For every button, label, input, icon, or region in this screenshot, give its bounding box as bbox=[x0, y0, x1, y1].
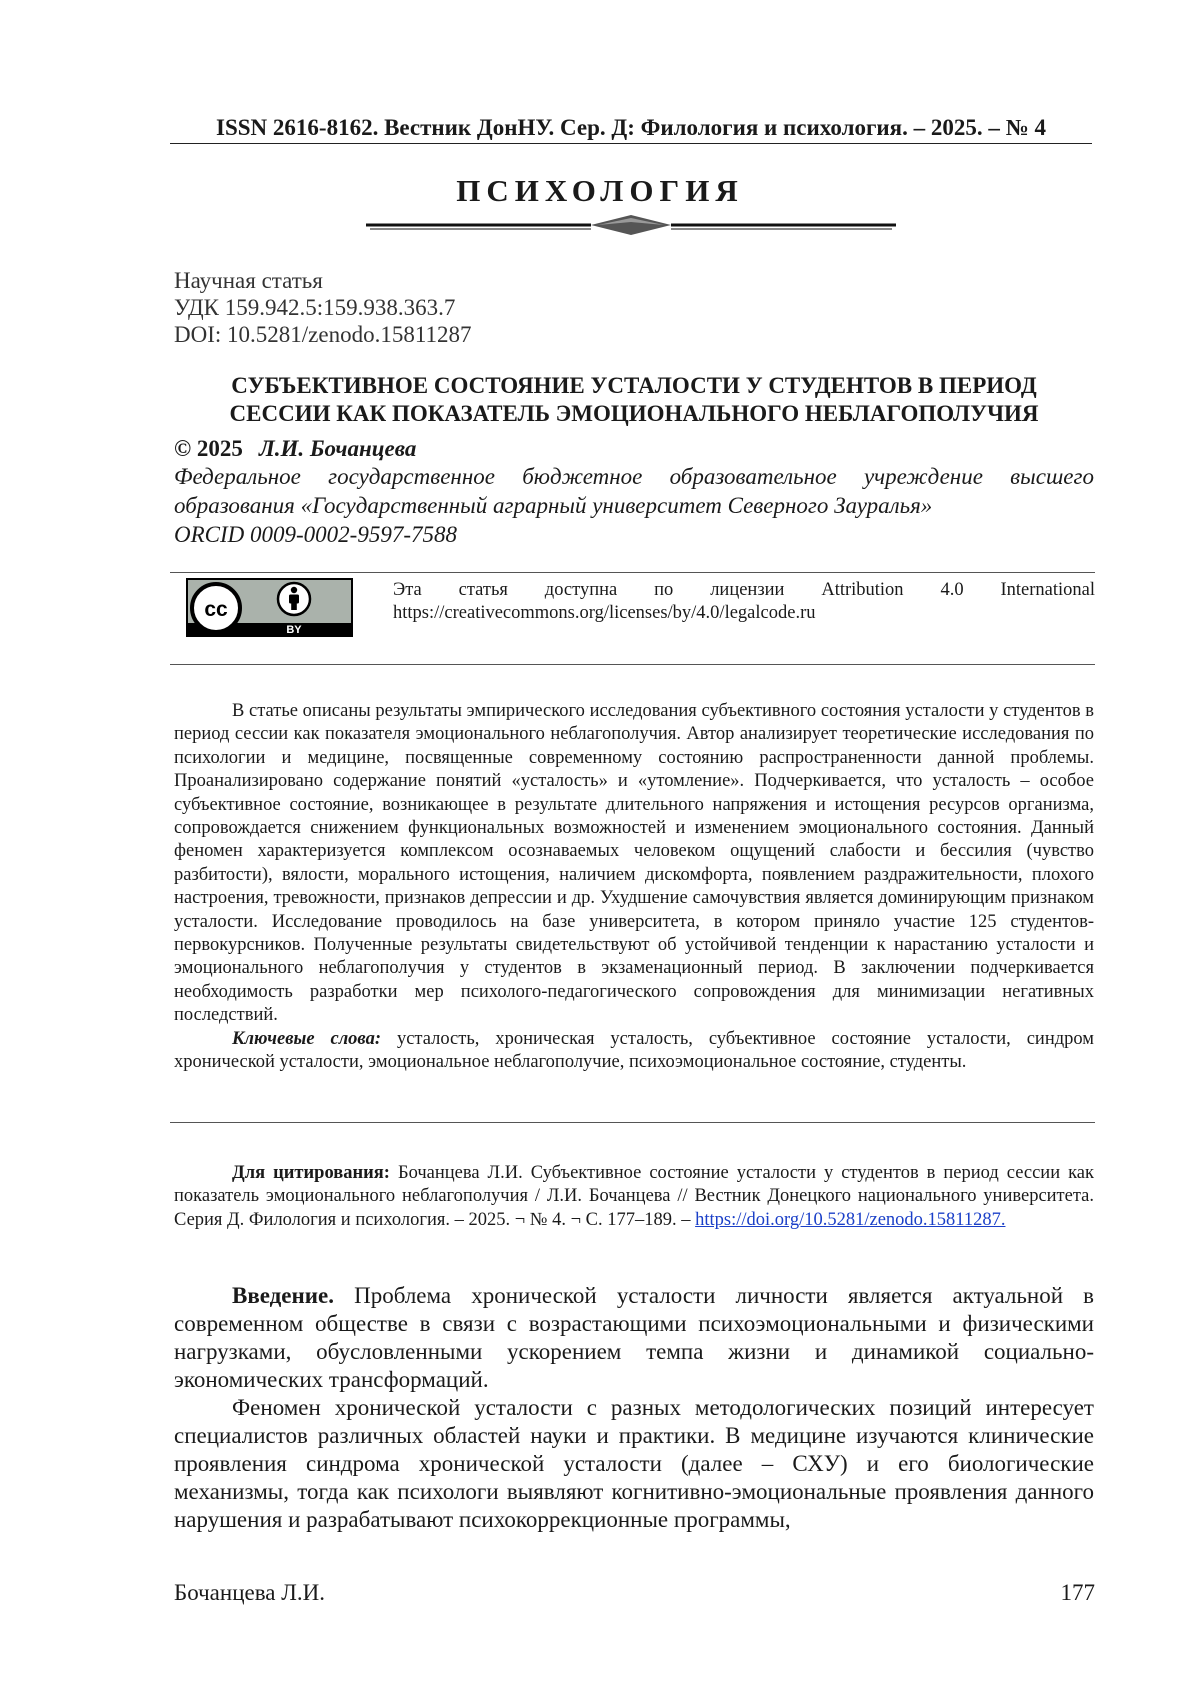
second-paragraph: Феномен хронической усталости с разных методологических позиций интересует специалистов различных областей науки и практики. В медицине изучаются клинические проявления синдрома хронической усталости (далее – СХУ) и его биологические механизмы, тогда как психологи выявляют когнитивно-эмоциональные проявления данного нарушения и разрабатывают психокоррекционные программы, bbox=[174, 1395, 1094, 1532]
author-name: Л.И. Бочанцева bbox=[258, 436, 417, 461]
udk: УДК 159.942.5:159.938.363.7 bbox=[174, 295, 456, 320]
orcid: ORCID 0009-0002-9597-7588 bbox=[174, 522, 457, 547]
page-number: 177 bbox=[1060, 1580, 1095, 1605]
citation bbox=[174, 1162, 1094, 1232]
intro-text: Проблема хронической усталости личности является актуальной в современном обществе в связи с возрастающими психоэмоциональными и физическими нагрузками, обусловленными ускорением темпа жизни и динамикой социально-экономических трансформаций. bbox=[174, 1283, 1095, 1392]
doi: DOI: 10.5281/zenodo.15811287 bbox=[174, 322, 472, 347]
keywords-label: Ключевые слова: bbox=[232, 1028, 381, 1049]
article-type: Научная статья bbox=[174, 268, 323, 293]
article-title-line-1: СУБЪЕКТИВНОЕ СОСТОЯНИЕ УСТАЛОСТИ У СТУДЕНТОВ В ПЕРИОД bbox=[231, 373, 1037, 398]
journal-header: ISSN 2616-8162. Вестник ДонНУ. Сер. Д: Филология и психология. – 2025. – № 4 bbox=[170, 115, 1092, 144]
citation-doi-link[interactable]: https://doi.org/10.5281/zenodo.15811287. bbox=[695, 1209, 1006, 1230]
affiliation-line-1: Федеральное государственное бюджетное образовательное учреждение высшего bbox=[174, 464, 1094, 489]
article-title-line-2: СЕССИИ КАК ПОКАЗАТЕЛЬ ЭМОЦИОНАЛЬНОГО НЕБЛАГОПОЛУЧИЯ bbox=[229, 401, 1039, 426]
license-line-1: Эта статья доступна по лицензии Attribution 4.0 International bbox=[393, 580, 1095, 600]
intro-paragraph bbox=[174, 1282, 1094, 1394]
copyright: © 2025 bbox=[174, 436, 243, 461]
body-text bbox=[174, 1282, 1094, 1534]
citation-label: Для цитирования: bbox=[232, 1163, 390, 1183]
author-line bbox=[174, 436, 416, 462]
affiliation-line-2: образования «Государственный аграрный университет Северного Зауралья» bbox=[174, 493, 933, 518]
citation-text: Бочанцева Л.И. Субъективное состояние усталости у студентов в период сессии как показатель эмоционального неблагополучия / Л.И. Бочанцева // Вестник Донецкого национального университета. Серия Д. Филология и психология. – 2025. ¬ № 4. ¬ С. 177–189. – bbox=[174, 1163, 1094, 1230]
abstract bbox=[174, 700, 1094, 1075]
abstract-text: В статье описаны результаты эмпирического исследования субъективного состояния усталости у студентов в период сессии как показателя эмоционального неблагополучия. Автор анализирует теоретические исследования по психологии и медицине, посвященные современному состоянию распространенности данной проблемы. Проанализировано содержание понятий «усталость» и «утомление». Подчеркивается, что усталость – особое субъективное состояние, возникающее в результате длительного напряжения и истощения ресурсов организма, сопровождается снижением функциональных возможностей и изменением эмоционального состояния. Данный феномен характеризуется комплексом осознаваемых человеком ощущений слабости и бессилия (чувство разбитости), вялости, морального истощения, наличием дискомфорта, появлением раздражительности, плохого настроения, тревожности, признаков депрессии и др. Ухудшение самочувствия является доминирующим признаком усталости. Исследование проводилось на базе университета, в котором приняло участие 125 студентов-первокурсников. Полученные результаты свидетельствуют об устойчивой тенденции к нарастанию усталости и эмоционального неблагополучия у студентов в экзаменационный период. В заключении подчеркивается необходимость разработки мер психолого-педагогического сопровождения для минимизации негативных последствий. bbox=[174, 701, 1094, 1026]
article-title bbox=[174, 372, 1094, 428]
affiliation bbox=[174, 462, 1094, 549]
license-url[interactable]: https://creativecommons.org/licenses/by/4.0/legalcode.ru bbox=[393, 603, 816, 623]
title-ornament bbox=[366, 210, 896, 240]
abstract-bottom-rule bbox=[170, 1122, 1095, 1123]
keywords-text: усталость, хроническая усталость, субъективное состояние усталости, синдром хронической усталости, эмоциональное неблагополучие, психоэмоциональное состояние, студенты. bbox=[174, 1028, 1094, 1073]
license-text bbox=[393, 579, 1095, 625]
cc-text: cc bbox=[204, 598, 228, 621]
keywords bbox=[174, 1028, 1094, 1075]
license-bottom-rule bbox=[170, 664, 1095, 665]
by-text: BY bbox=[286, 624, 302, 636]
license-top-rule bbox=[170, 572, 1095, 573]
cc-by-license-badge[interactable] bbox=[186, 578, 353, 637]
footer-author: Бочанцева Л.И. bbox=[174, 1580, 325, 1605]
intro-label: Введение. bbox=[232, 1283, 334, 1308]
section-title: ПСИХОЛОГИЯ bbox=[456, 173, 744, 208]
